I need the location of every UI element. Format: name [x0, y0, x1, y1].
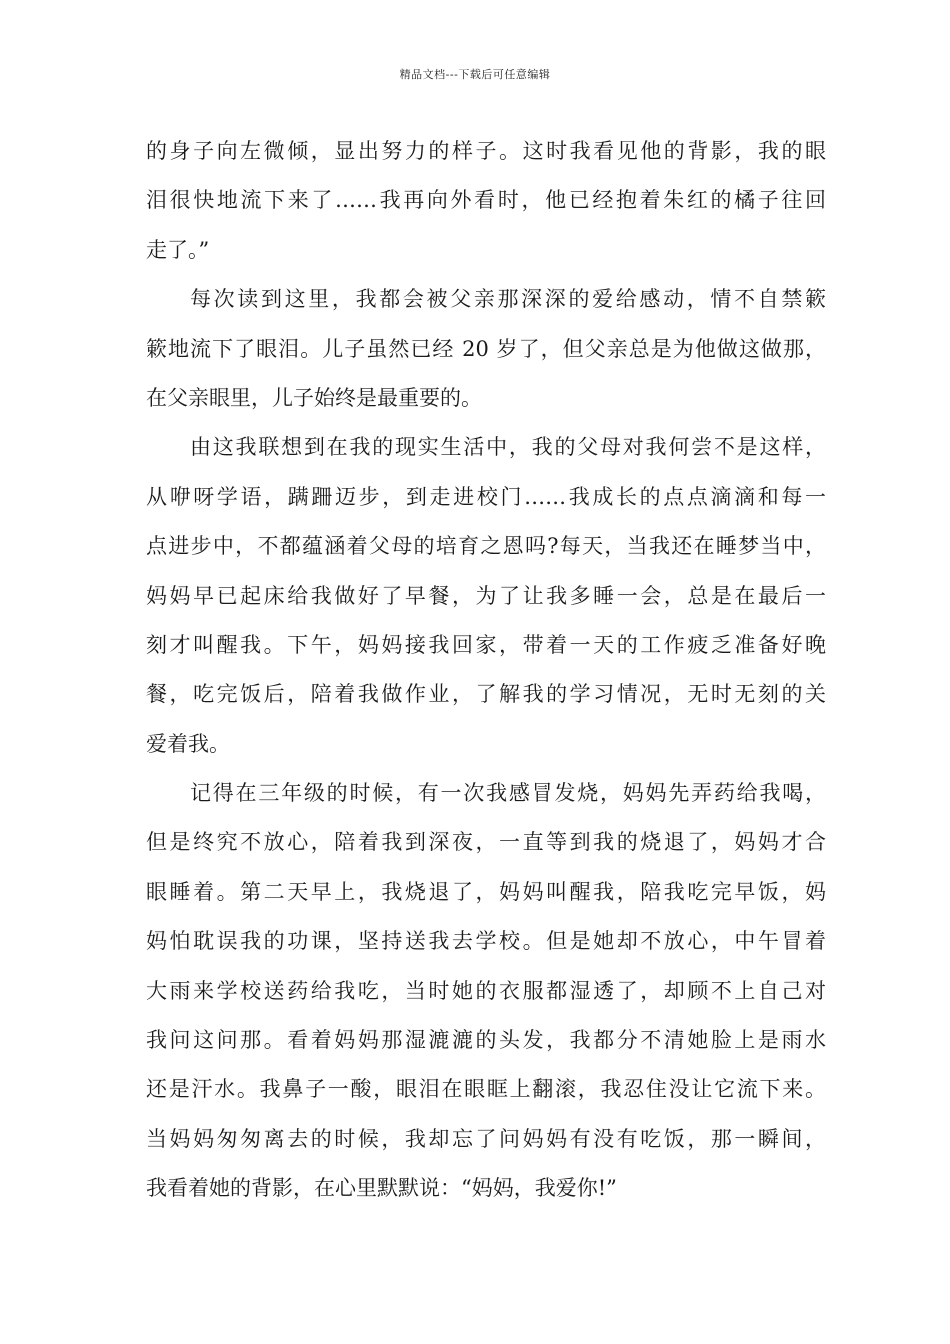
text-line: 但是终究不放心，陪着我到深夜，一直等到我的烧退了，妈妈才合 [146, 830, 826, 855]
paragraph [146, 127, 826, 275]
text-line: 餐，吃完饭后，陪着我做作业，了解我的学习情况，无时无刻的关 [146, 682, 826, 707]
text-line: 泪很快地流下来了……我再向外看时，他已经抱着朱红的橘子往回 [146, 188, 826, 213]
text-line: 记得在三年级的时候，有一次我感冒发烧，妈妈先弄药给我喝， [190, 781, 826, 806]
text-line: 爱着我。 [146, 731, 230, 756]
text-line: 从咿呀学语，蹒跚迈步，到走进校门……我成长的点点滴滴和每一 [146, 484, 826, 509]
paragraph [146, 423, 826, 769]
text-line: 我看着她的背影，在心里默默说：“妈妈，我爱你!” [146, 1176, 617, 1201]
text-line: 妈妈早已起床给我做好了早餐，为了让我多睡一会，总是在最后一 [146, 583, 826, 608]
text-line: 我问这问那。看着妈妈那湿漉漉的头发，我都分不清她脸上是雨水 [146, 1028, 826, 1053]
text-line: 的身子向左微倾，显出努力的样子。这时我看见他的背影，我的眼 [146, 139, 826, 163]
text-line: 由这我联想到在我的现实生活中，我的父母对我何尝不是这样， [190, 435, 826, 460]
text-line: 当妈妈匆匆离去的时候，我却忘了问妈妈有没有吃饭，那一瞬间， [146, 1126, 826, 1151]
text-line: 眼睡着。第二天早上，我烧退了，妈妈叫醒我，陪我吃完早饭，妈 [146, 879, 826, 904]
text-line: 走了。” [146, 237, 210, 262]
paragraph [146, 275, 826, 423]
paragraph [146, 769, 826, 1214]
text-line: 簌地流下了眼泪。儿子虽然已经 20 岁了，但父亲总是为他做这做那， [146, 336, 826, 361]
text-line: 点进步中，不都蕴涵着父母的培育之恩吗?每天，当我还在睡梦当中， [146, 534, 826, 559]
text-line: 大雨来学校送药给我吃，当时她的衣服都湿透了，却顾不上自己对 [146, 978, 826, 1003]
document-body [146, 127, 826, 1214]
text-line: 还是汗水。我鼻子一酸，眼泪在眼眶上翻滚，我忍住没让它流下来。 [146, 1077, 826, 1102]
page-header: 精品文档---下载后可任意编辑 [399, 68, 551, 81]
text-line: 妈怕耽误我的功课，坚持送我去学校。但是她却不放心，中午冒着 [146, 929, 826, 954]
text-line: 刻才叫醒我。下午，妈妈接我回家，带着一天的工作疲乏准备好晚 [146, 632, 826, 657]
text-line: 每次读到这里，我都会被父亲那深深的爱给感动，情不自禁簌 [190, 287, 826, 312]
text-line: 在父亲眼里，儿子始终是最重要的。 [146, 385, 482, 410]
